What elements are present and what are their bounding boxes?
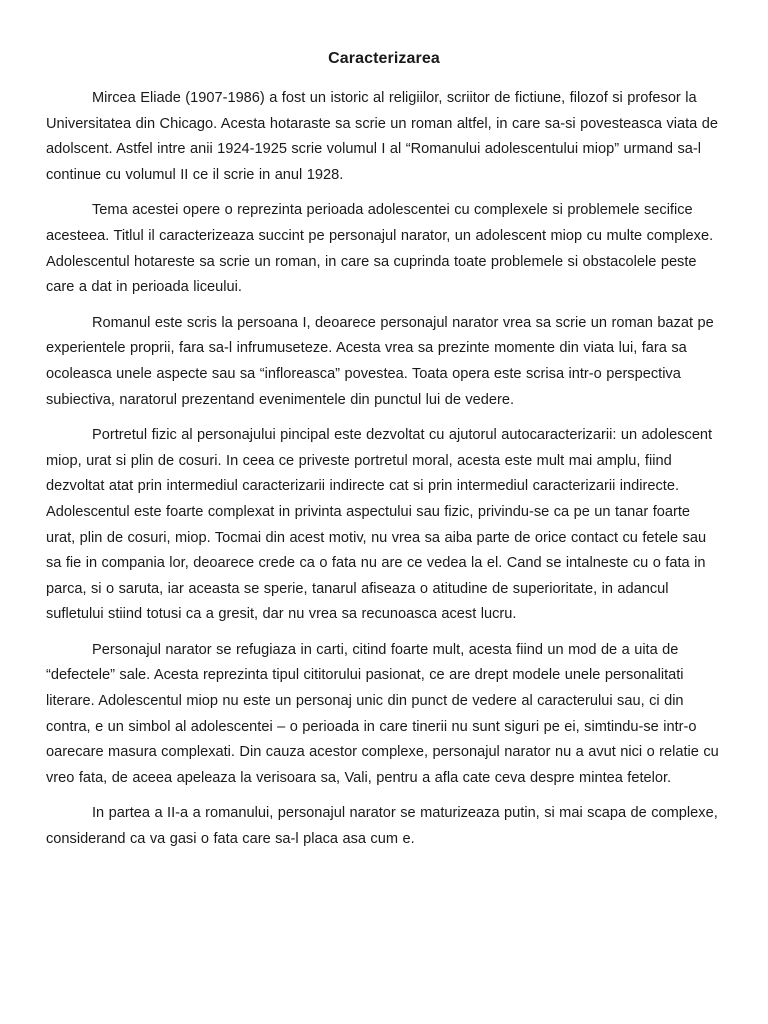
paragraph-theme: Tema acestei opere o reprezinta perioada adolescentei cu complexele si problemele secifice acesteea. Titlul il caracterizeaza succint pe personajul narator, un adolescent miop cu multe complexe. Adolescentul hotareste sa scrie un roman, in care sa cuprinda toate problemele si obstacolele peste care a dat in perioada liceului. [46, 202, 714, 296]
document-title: Caracterizarea [328, 50, 440, 67]
paragraph-conclusion: In partea a II-a a romanului, personajul narator se maturizeaza putin, si mai scapa de complexe, considerand ca va gasi o fata care sa-l placa asa cum e. [46, 805, 718, 848]
paragraph-portrait: Portretul fizic al personajului pincipal este dezvoltat cu ajutorul autocaracterizarii: un adolescent miop, urat si plin de cosuri. In ceea ce priveste portretul moral, acesta este mult mai amplu, fiind dezvoltat atat prin intermediul caracterizarii indirecte cat si prin intermediul caracterizarii indirecte. Adolescentul este foarte complexat in privinta aspectului sau fizic, privindu-se ca pe un tanar foarte urat, plin de cosuri, miop. Tocmai din acest motiv, nu vrea sa aiba parte de orice contact cu fetele sau sa fie in compania lor, deoarece crede ca o fata nu are ce vedea la el. Cand se intalneste cu o fata in parca, si o saruta, iar aceasta se sperie, tanarul afiseaza o atitudine de superioritate, in adancul sufletului stiind totusi ca a gresit, dar nu vrea sa recunoasca acest lucru. [46, 427, 713, 623]
paragraph-narration: Romanul este scris la persoana I, deoarece personajul narator vrea sa scrie un roman bazat pe experientele proprii, fara sa-l infrumuseteze. Acesta vrea sa prezinte momente din viata lui, fara sa ocoleasca unele aspecte sau sa “infloreasca” povestea. Toata opera este scrisa intr-o perspectiva subiectiva, naratorul prezentand evenimentele din punctul lui de vedere. [46, 314, 714, 408]
paragraph-reader: Personajul narator se refugiaza in carti, citind foarte mult, acesta fiind un mod de a uita de “defectele” sale. Acesta reprezinta tipul cititorului pasionat, ce are drept modele unele personalitati literare. Adolescentul miop nu este un personaj unic din punct de vedere al caracterului sau, ci din contra, e un simbol al adolescentei – o perioada in care tinerii nu sunt siguri pe ei, simtindu-se intr-o oarecare masura complexati. Din cauza acestor complexe, personajul narator nu a avut nici o relatie cu vreo fata, de aceea apeleaza la verisoara sa, Vali, pentru a afla cate ceva despre mintea fetelor. [46, 641, 719, 786]
document-body [46, 86, 722, 863]
paragraph-intro: Mircea Eliade (1907-1986) a fost un istoric al religiilor, scriitor de fictiune, filozof si profesor la Universitatea din Chicago. Acesta hotaraste sa scrie un roman altfel, in care sa-si povesteasca viata de adolscent. Astfel intre anii 1924-1925 scrie volumul I al “Romanului adolescentului miop” urmand sa-l continue cu volumul II ce il scrie in anul 1928. [46, 90, 718, 183]
